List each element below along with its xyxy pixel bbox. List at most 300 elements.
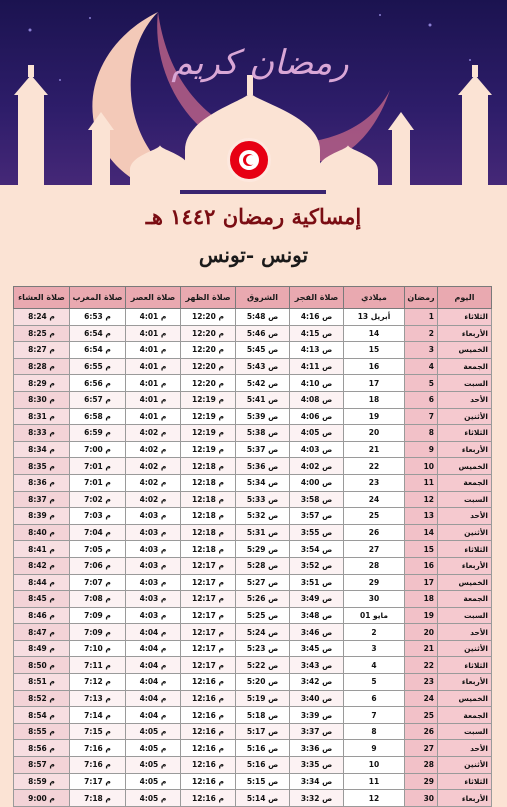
col-dhuhr-cell: م 12:17 — [181, 657, 236, 674]
col-isha-cell: م 8:55 — [14, 723, 70, 740]
col-gregorian-cell: 7 — [344, 707, 405, 724]
col-isha-cell: م 8:52 — [14, 690, 70, 707]
col-maghrib-cell: م 6:54 — [70, 342, 126, 359]
col-ramadan-cell: 8 — [405, 425, 438, 442]
table-row — [14, 375, 492, 392]
col-dhuhr-cell: م 12:16 — [181, 690, 236, 707]
table-row — [14, 624, 492, 641]
col-gregorian-cell: 5 — [344, 674, 405, 691]
table-row — [14, 358, 492, 375]
col-fajr-cell: ص 4:03 — [290, 441, 344, 458]
col-day-cell: الخميس — [438, 690, 492, 707]
col-ramadan-cell: 22 — [405, 657, 438, 674]
col-asr-cell: م 4:05 — [126, 757, 181, 774]
col-isha-cell: م 8:56 — [14, 740, 70, 757]
table-row — [14, 707, 492, 724]
col-maghrib-cell: م 7:02 — [70, 491, 126, 508]
table-row — [14, 524, 492, 541]
table-row — [14, 408, 492, 425]
city-subtitle: تونس -تونس — [198, 243, 309, 267]
col-fajr-cell: ص 4:13 — [290, 342, 344, 359]
col-asr-cell: م 4:04 — [126, 657, 181, 674]
col-gregorian-cell: 15 — [344, 342, 405, 359]
col-ramadan-cell: 6 — [405, 391, 438, 408]
col-day-cell: الأربعاء — [438, 441, 492, 458]
col-gregorian-cell: 23 — [344, 474, 405, 491]
col-asr-cell: م 4:02 — [126, 441, 181, 458]
col-maghrib-cell: م 7:01 — [70, 458, 126, 475]
col-dhuhr-cell: م 12:20 — [181, 325, 236, 342]
col-asr-cell: م 4:03 — [126, 541, 181, 558]
col-maghrib-cell: م 7:15 — [70, 723, 126, 740]
col-isha-cell: م 8:42 — [14, 557, 70, 574]
col-day-cell: الثلاثاء — [438, 309, 492, 326]
col-fajr-cell: ص 3:48 — [290, 607, 344, 624]
col-maghrib-cell: م 7:14 — [70, 707, 126, 724]
table-row — [14, 325, 492, 342]
table-header-row — [14, 287, 492, 309]
col-ramadan-cell: 30 — [405, 790, 438, 807]
col-maghrib-cell: م 7:01 — [70, 474, 126, 491]
col-dhuhr-cell: م 12:17 — [181, 591, 236, 608]
col-asr-cell: م 4:03 — [126, 508, 181, 525]
col-isha-cell: م 8:57 — [14, 757, 70, 774]
col-dhuhr-cell: م 12:17 — [181, 624, 236, 641]
col-ramadan-cell: 16 — [405, 557, 438, 574]
header-col-maghrib: صلاة المغرب — [70, 287, 126, 309]
col-day-cell: الأحد — [438, 508, 492, 525]
col-ramadan-cell: 24 — [405, 690, 438, 707]
col-asr-cell: م 4:03 — [126, 557, 181, 574]
col-sunrise-cell: ص 5:16 — [236, 757, 290, 774]
col-day-cell: الخميس — [438, 458, 492, 475]
col-day-cell: الأثنين — [438, 757, 492, 774]
col-ramadan-cell: 18 — [405, 591, 438, 608]
col-maghrib-cell: م 6:53 — [70, 309, 126, 326]
col-sunrise-cell: ص 5:38 — [236, 425, 290, 442]
col-gregorian-cell: مايو 01 — [344, 607, 405, 624]
col-gregorian-cell: 26 — [344, 524, 405, 541]
col-dhuhr-cell: م 12:19 — [181, 408, 236, 425]
col-dhuhr-cell: م 12:16 — [181, 790, 236, 807]
col-sunrise-cell: ص 5:26 — [236, 591, 290, 608]
col-isha-cell: م 8:45 — [14, 591, 70, 608]
col-sunrise-cell: ص 5:37 — [236, 441, 290, 458]
col-asr-cell: م 4:04 — [126, 624, 181, 641]
col-isha-cell: م 8:28 — [14, 358, 70, 375]
col-day-cell: السبت — [438, 491, 492, 508]
col-maghrib-cell: م 7:16 — [70, 757, 126, 774]
prayer-times-table — [13, 286, 492, 807]
col-day-cell: الخميس — [438, 574, 492, 591]
col-fajr-cell: ص 3:46 — [290, 624, 344, 641]
col-day-cell: الأحد — [438, 740, 492, 757]
col-fajr-cell: ص 3:49 — [290, 591, 344, 608]
header-col-sunrise: الشروق — [236, 287, 290, 309]
col-sunrise-cell: ص 5:24 — [236, 624, 290, 641]
col-asr-cell: م 4:03 — [126, 524, 181, 541]
col-maghrib-cell: م 7:12 — [70, 674, 126, 691]
tunisia-flag-icon — [227, 138, 271, 182]
col-gregorian-cell: 17 — [344, 375, 405, 392]
table-row — [14, 458, 492, 475]
header-banner — [0, 0, 507, 200]
col-sunrise-cell: ص 5:46 — [236, 325, 290, 342]
col-day-cell: الجمعة — [438, 358, 492, 375]
col-dhuhr-cell: م 12:18 — [181, 508, 236, 525]
col-sunrise-cell: ص 5:15 — [236, 773, 290, 790]
col-ramadan-cell: 28 — [405, 757, 438, 774]
col-gregorian-cell: 6 — [344, 690, 405, 707]
col-sunrise-cell: ص 5:28 — [236, 557, 290, 574]
col-gregorian-cell: 2 — [344, 624, 405, 641]
col-sunrise-cell: ص 5:14 — [236, 790, 290, 807]
col-asr-cell: م 4:04 — [126, 674, 181, 691]
table-row — [14, 790, 492, 807]
col-asr-cell: م 4:03 — [126, 574, 181, 591]
col-dhuhr-cell: م 12:16 — [181, 773, 236, 790]
col-ramadan-cell: 20 — [405, 624, 438, 641]
col-fajr-cell: ص 3:52 — [290, 557, 344, 574]
col-day-cell: السبت — [438, 723, 492, 740]
col-sunrise-cell: ص 5:48 — [236, 309, 290, 326]
table-row — [14, 342, 492, 359]
col-dhuhr-cell: م 12:16 — [181, 674, 236, 691]
col-fajr-cell: ص 4:10 — [290, 375, 344, 392]
header-col-gregorian: ميلادي — [344, 287, 405, 309]
col-dhuhr-cell: م 12:18 — [181, 524, 236, 541]
col-fajr-cell: ص 4:15 — [290, 325, 344, 342]
table-row — [14, 474, 492, 491]
col-sunrise-cell: ص 5:41 — [236, 391, 290, 408]
col-asr-cell: م 4:02 — [126, 425, 181, 442]
col-ramadan-cell: 12 — [405, 491, 438, 508]
col-asr-cell: م 4:01 — [126, 309, 181, 326]
col-fajr-cell: ص 3:51 — [290, 574, 344, 591]
table-row — [14, 591, 492, 608]
col-fajr-cell: ص 4:08 — [290, 391, 344, 408]
col-sunrise-cell: ص 5:43 — [236, 358, 290, 375]
col-fajr-cell: ص 4:06 — [290, 408, 344, 425]
header-col-dhuhr: صلاة الظهر — [181, 287, 236, 309]
col-fajr-cell: ص 4:00 — [290, 474, 344, 491]
col-fajr-cell: ص 3:57 — [290, 508, 344, 525]
col-day-cell: الجمعة — [438, 707, 492, 724]
col-fajr-cell: ص 4:05 — [290, 425, 344, 442]
col-sunrise-cell: ص 5:22 — [236, 657, 290, 674]
col-isha-cell: م 8:50 — [14, 657, 70, 674]
col-gregorian-cell: 28 — [344, 557, 405, 574]
col-isha-cell: م 8:29 — [14, 375, 70, 392]
col-asr-cell: م 4:01 — [126, 342, 181, 359]
col-dhuhr-cell: م 12:19 — [181, 425, 236, 442]
col-dhuhr-cell: م 12:16 — [181, 740, 236, 757]
col-isha-cell: م 8:44 — [14, 574, 70, 591]
col-isha-cell: م 8:30 — [14, 391, 70, 408]
col-asr-cell: م 4:01 — [126, 325, 181, 342]
col-asr-cell: م 4:01 — [126, 375, 181, 392]
table-row — [14, 723, 492, 740]
col-sunrise-cell: ص 5:20 — [236, 674, 290, 691]
col-sunrise-cell: ص 5:31 — [236, 524, 290, 541]
col-isha-cell: م 8:36 — [14, 474, 70, 491]
col-asr-cell: م 4:04 — [126, 707, 181, 724]
col-gregorian-cell: 14 — [344, 325, 405, 342]
col-gregorian-cell: 16 — [344, 358, 405, 375]
col-day-cell: الجمعة — [438, 474, 492, 491]
col-fajr-cell: ص 3:34 — [290, 773, 344, 790]
col-gregorian-cell: 30 — [344, 591, 405, 608]
col-ramadan-cell: 2 — [405, 325, 438, 342]
col-dhuhr-cell: م 12:18 — [181, 458, 236, 475]
col-dhuhr-cell: م 12:20 — [181, 342, 236, 359]
table-row — [14, 441, 492, 458]
col-asr-cell: م 4:05 — [126, 740, 181, 757]
table-row — [14, 391, 492, 408]
table-row — [14, 491, 492, 508]
col-gregorian-cell: 22 — [344, 458, 405, 475]
header-col-ramadan: رمضان — [405, 287, 438, 309]
col-day-cell: السبت — [438, 607, 492, 624]
table-row — [14, 640, 492, 657]
col-asr-cell: م 4:03 — [126, 607, 181, 624]
col-ramadan-cell: 1 — [405, 309, 438, 326]
table-row — [14, 508, 492, 525]
col-day-cell: الأربعاء — [438, 325, 492, 342]
col-day-cell: الثلاثاء — [438, 425, 492, 442]
col-dhuhr-cell: م 12:20 — [181, 309, 236, 326]
table-row — [14, 690, 492, 707]
col-maghrib-cell: م 7:18 — [70, 790, 126, 807]
col-asr-cell: م 4:03 — [126, 591, 181, 608]
col-dhuhr-cell: م 12:19 — [181, 441, 236, 458]
table-row — [14, 757, 492, 774]
col-ramadan-cell: 13 — [405, 508, 438, 525]
col-ramadan-cell: 21 — [405, 640, 438, 657]
col-fajr-cell: ص 3:45 — [290, 640, 344, 657]
col-day-cell: الأحد — [438, 391, 492, 408]
table-body — [14, 309, 492, 807]
col-maghrib-cell: م 7:17 — [70, 773, 126, 790]
col-day-cell: الثلاثاء — [438, 541, 492, 558]
col-sunrise-cell: ص 5:17 — [236, 723, 290, 740]
col-sunrise-cell: ص 5:32 — [236, 508, 290, 525]
col-day-cell: الأثنين — [438, 408, 492, 425]
col-asr-cell: م 4:02 — [126, 491, 181, 508]
col-maghrib-cell: م 6:58 — [70, 408, 126, 425]
col-asr-cell: م 4:05 — [126, 723, 181, 740]
col-sunrise-cell: ص 5:19 — [236, 690, 290, 707]
col-fajr-cell: ص 3:32 — [290, 790, 344, 807]
col-gregorian-cell: 18 — [344, 391, 405, 408]
col-gregorian-cell: 11 — [344, 773, 405, 790]
col-maghrib-cell: م 7:04 — [70, 524, 126, 541]
col-gregorian-cell: 9 — [344, 740, 405, 757]
col-dhuhr-cell: م 12:20 — [181, 375, 236, 392]
col-ramadan-cell: 11 — [405, 474, 438, 491]
col-sunrise-cell: ص 5:39 — [236, 408, 290, 425]
col-maghrib-cell: م 6:57 — [70, 391, 126, 408]
col-maghrib-cell: م 7:11 — [70, 657, 126, 674]
col-asr-cell: م 4:05 — [126, 790, 181, 807]
col-dhuhr-cell: م 12:17 — [181, 607, 236, 624]
col-day-cell: الجمعة — [438, 591, 492, 608]
table-row — [14, 425, 492, 442]
col-sunrise-cell: ص 5:25 — [236, 607, 290, 624]
col-ramadan-cell: 7 — [405, 408, 438, 425]
col-dhuhr-cell: م 12:18 — [181, 474, 236, 491]
col-isha-cell: م 8:34 — [14, 441, 70, 458]
col-maghrib-cell: م 7:10 — [70, 640, 126, 657]
col-fajr-cell: ص 3:36 — [290, 740, 344, 757]
col-fajr-cell: ص 3:39 — [290, 707, 344, 724]
col-asr-cell: م 4:04 — [126, 690, 181, 707]
col-ramadan-cell: 10 — [405, 458, 438, 475]
col-ramadan-cell: 25 — [405, 707, 438, 724]
col-isha-cell: م 8:27 — [14, 342, 70, 359]
col-isha-cell: م 8:47 — [14, 624, 70, 641]
col-sunrise-cell: ص 5:42 — [236, 375, 290, 392]
col-isha-cell: م 8:37 — [14, 491, 70, 508]
table-row — [14, 740, 492, 757]
col-gregorian-cell: 21 — [344, 441, 405, 458]
col-isha-cell: م 8:51 — [14, 674, 70, 691]
col-dhuhr-cell: م 12:17 — [181, 640, 236, 657]
col-fajr-cell: ص 4:02 — [290, 458, 344, 475]
col-gregorian-cell: 20 — [344, 425, 405, 442]
col-fajr-cell: ص 4:11 — [290, 358, 344, 375]
col-isha-cell: م 8:46 — [14, 607, 70, 624]
col-day-cell: الثلاثاء — [438, 773, 492, 790]
col-maghrib-cell: م 6:56 — [70, 375, 126, 392]
col-day-cell: الخميس — [438, 342, 492, 359]
col-day-cell: الأحد — [438, 624, 492, 641]
col-maghrib-cell: م 7:09 — [70, 624, 126, 641]
col-fajr-cell: ص 3:42 — [290, 674, 344, 691]
col-dhuhr-cell: م 12:17 — [181, 557, 236, 574]
page-title: إمساكية رمضان ١٤٤٢ هـ — [145, 204, 362, 229]
col-gregorian-cell: 12 — [344, 790, 405, 807]
col-ramadan-cell: 23 — [405, 674, 438, 691]
col-ramadan-cell: 27 — [405, 740, 438, 757]
col-asr-cell: م 4:01 — [126, 408, 181, 425]
col-fajr-cell: ص 3:55 — [290, 524, 344, 541]
col-ramadan-cell: 26 — [405, 723, 438, 740]
col-dhuhr-cell: م 12:16 — [181, 707, 236, 724]
col-maghrib-cell: م 7:08 — [70, 591, 126, 608]
col-sunrise-cell: ص 5:34 — [236, 474, 290, 491]
col-maghrib-cell: م 7:09 — [70, 607, 126, 624]
col-ramadan-cell: 29 — [405, 773, 438, 790]
col-day-cell: الأربعاء — [438, 674, 492, 691]
col-isha-cell: م 8:24 — [14, 309, 70, 326]
col-maghrib-cell: م 6:54 — [70, 325, 126, 342]
col-maghrib-cell: م 7:00 — [70, 441, 126, 458]
table-row — [14, 541, 492, 558]
col-asr-cell: م 4:02 — [126, 474, 181, 491]
col-maghrib-cell: م 7:13 — [70, 690, 126, 707]
header-col-day: اليوم — [438, 287, 492, 309]
col-sunrise-cell: ص 5:29 — [236, 541, 290, 558]
col-ramadan-cell: 14 — [405, 524, 438, 541]
col-isha-cell: م 8:25 — [14, 325, 70, 342]
col-day-cell: الأثنين — [438, 640, 492, 657]
col-asr-cell: م 4:01 — [126, 391, 181, 408]
col-isha-cell: م 8:31 — [14, 408, 70, 425]
col-sunrise-cell: ص 5:45 — [236, 342, 290, 359]
col-gregorian-cell: 27 — [344, 541, 405, 558]
header-col-fajr: صلاة الفجر — [290, 287, 344, 309]
col-dhuhr-cell: م 12:20 — [181, 358, 236, 375]
col-gregorian-cell: 25 — [344, 508, 405, 525]
col-ramadan-cell: 3 — [405, 342, 438, 359]
col-gregorian-cell: 4 — [344, 657, 405, 674]
col-isha-cell: م 8:49 — [14, 640, 70, 657]
col-day-cell: الأربعاء — [438, 790, 492, 807]
col-dhuhr-cell: م 12:17 — [181, 574, 236, 591]
col-dhuhr-cell: م 12:16 — [181, 757, 236, 774]
col-isha-cell: م 8:59 — [14, 773, 70, 790]
col-isha-cell: م 9:00 — [14, 790, 70, 807]
col-dhuhr-cell: م 12:19 — [181, 391, 236, 408]
table-row — [14, 674, 492, 691]
col-sunrise-cell: ص 5:36 — [236, 458, 290, 475]
col-dhuhr-cell: م 12:18 — [181, 541, 236, 558]
col-isha-cell: م 8:39 — [14, 508, 70, 525]
col-ramadan-cell: 9 — [405, 441, 438, 458]
col-maghrib-cell: م 7:03 — [70, 508, 126, 525]
col-sunrise-cell: ص 5:33 — [236, 491, 290, 508]
col-day-cell: الثلاثاء — [438, 657, 492, 674]
col-maghrib-cell: م 6:59 — [70, 425, 126, 442]
col-fajr-cell: ص 3:35 — [290, 757, 344, 774]
col-day-cell: السبت — [438, 375, 492, 392]
col-day-cell: الأثنين — [438, 524, 492, 541]
col-asr-cell: م 4:05 — [126, 773, 181, 790]
col-fajr-cell: ص 3:54 — [290, 541, 344, 558]
ramadan-kareem-calligraphy: رمضان كريم — [171, 43, 349, 83]
col-isha-cell: م 8:35 — [14, 458, 70, 475]
col-isha-cell: م 8:40 — [14, 524, 70, 541]
col-isha-cell: م 8:54 — [14, 707, 70, 724]
col-gregorian-cell: 29 — [344, 574, 405, 591]
table-row — [14, 309, 492, 326]
col-fajr-cell: ص 3:37 — [290, 723, 344, 740]
header-col-asr: صلاة العصر — [126, 287, 181, 309]
col-day-cell: الأربعاء — [438, 557, 492, 574]
col-sunrise-cell: ص 5:23 — [236, 640, 290, 657]
col-gregorian-cell: 19 — [344, 408, 405, 425]
col-maghrib-cell: م 6:55 — [70, 358, 126, 375]
col-sunrise-cell: ص 5:18 — [236, 707, 290, 724]
col-asr-cell: م 4:01 — [126, 358, 181, 375]
col-gregorian-cell: 3 — [344, 640, 405, 657]
col-asr-cell: م 4:04 — [126, 640, 181, 657]
col-isha-cell: م 8:33 — [14, 425, 70, 442]
table-row — [14, 607, 492, 624]
col-gregorian-cell: 10 — [344, 757, 405, 774]
col-maghrib-cell: م 7:06 — [70, 557, 126, 574]
col-isha-cell: م 8:41 — [14, 541, 70, 558]
col-gregorian-cell: 8 — [344, 723, 405, 740]
col-fajr-cell: ص 3:43 — [290, 657, 344, 674]
col-dhuhr-cell: م 12:18 — [181, 491, 236, 508]
col-ramadan-cell: 15 — [405, 541, 438, 558]
col-sunrise-cell: ص 5:16 — [236, 740, 290, 757]
col-fajr-cell: ص 4:16 — [290, 309, 344, 326]
col-gregorian-cell: 24 — [344, 491, 405, 508]
table-row — [14, 557, 492, 574]
